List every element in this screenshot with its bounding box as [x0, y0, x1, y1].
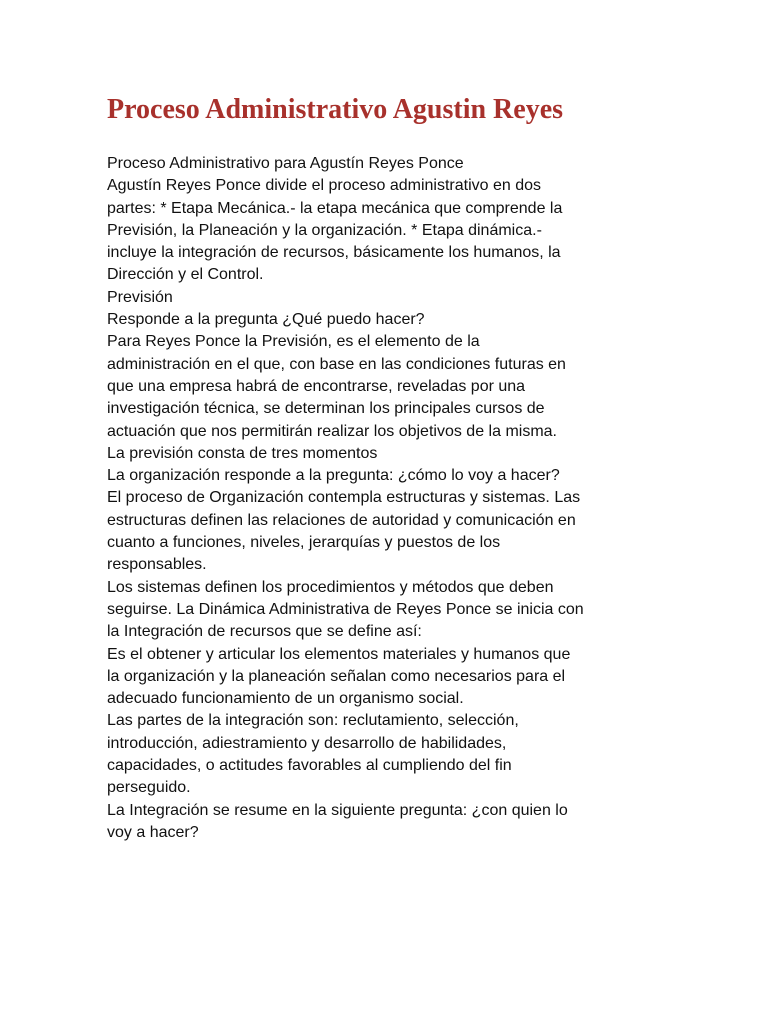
- body-line: estructuras definen las relaciones de autoridad y comunicación en: [107, 511, 576, 529]
- document-page: [107, 92, 707, 844]
- body-line: perseguido.: [107, 779, 191, 797]
- body-line: Para Reyes Ponce la Previsión, es el elemento de la: [107, 333, 480, 351]
- body-line: seguirse. La Dinámica Administrativa de Reyes Ponce se inicia con: [107, 600, 584, 618]
- body-line: voy a hacer?: [107, 823, 199, 841]
- body-line: La organización responde a la pregunta: ¿cómo lo voy a hacer?: [107, 467, 560, 485]
- body-line: cuanto a funciones, niveles, jerarquías y puestos de los: [107, 534, 501, 552]
- body-line: partes: * Etapa Mecánica.- la etapa mecánica que comprende la: [107, 199, 563, 217]
- body-line: Es el obtener y articular los elementos materiales y humanos que: [107, 645, 571, 663]
- body-line: Previsión, la Planeación y la organización. * Etapa dinámica.-: [107, 221, 542, 239]
- body-line: Responde a la pregunta ¿Qué puedo hacer?: [107, 311, 425, 329]
- body-line: El proceso de Organización contempla estructuras y sistemas. Las: [107, 489, 581, 507]
- body-line: Dirección y el Control.: [107, 266, 264, 284]
- body-line: Proceso Administrativo para Agustín Reyes Ponce: [107, 155, 464, 172]
- body-line: responsables.: [107, 556, 207, 574]
- body-line: La previsión consta de tres momentos: [107, 444, 378, 462]
- body-line: adecuado funcionamiento de un organismo social.: [107, 690, 464, 708]
- body-line: administración en el que, con base en las condiciones futuras en: [107, 355, 566, 373]
- body-line: la organización y la planeación señalan como necesarios para el: [107, 667, 566, 685]
- body-line: Los sistemas definen los procedimientos y métodos que deben: [107, 578, 554, 596]
- body-line: La Integración se resume en la siguiente pregunta: ¿con quien lo: [107, 801, 568, 819]
- body-line: Las partes de la integración son: reclutamiento, selección,: [107, 712, 519, 730]
- body-line: que una empresa habrá de encontrarse, reveladas por una: [107, 377, 526, 395]
- document-title: Proceso Administrativo Agustin Reyes: [107, 94, 564, 125]
- body-line: introducción, adiestramiento y desarrollo de habilidades,: [107, 734, 507, 752]
- body-line: capacidades, o actitudes favorables al cumpliendo del fin: [107, 757, 512, 775]
- document-body: [107, 153, 707, 844]
- body-line: Agustín Reyes Ponce divide el proceso administrativo en dos: [107, 177, 542, 195]
- body-line: la Integración de recursos que se define así:: [107, 623, 422, 641]
- body-line: incluye la integración de recursos, básicamente los humanos, la: [107, 244, 561, 262]
- body-line: actuación que nos permitirán realizar los objetivos de la misma.: [107, 422, 557, 440]
- body-line: investigación técnica, se determinan los principales cursos de: [107, 400, 545, 418]
- section-heading-prevision: Previsión: [107, 288, 173, 306]
